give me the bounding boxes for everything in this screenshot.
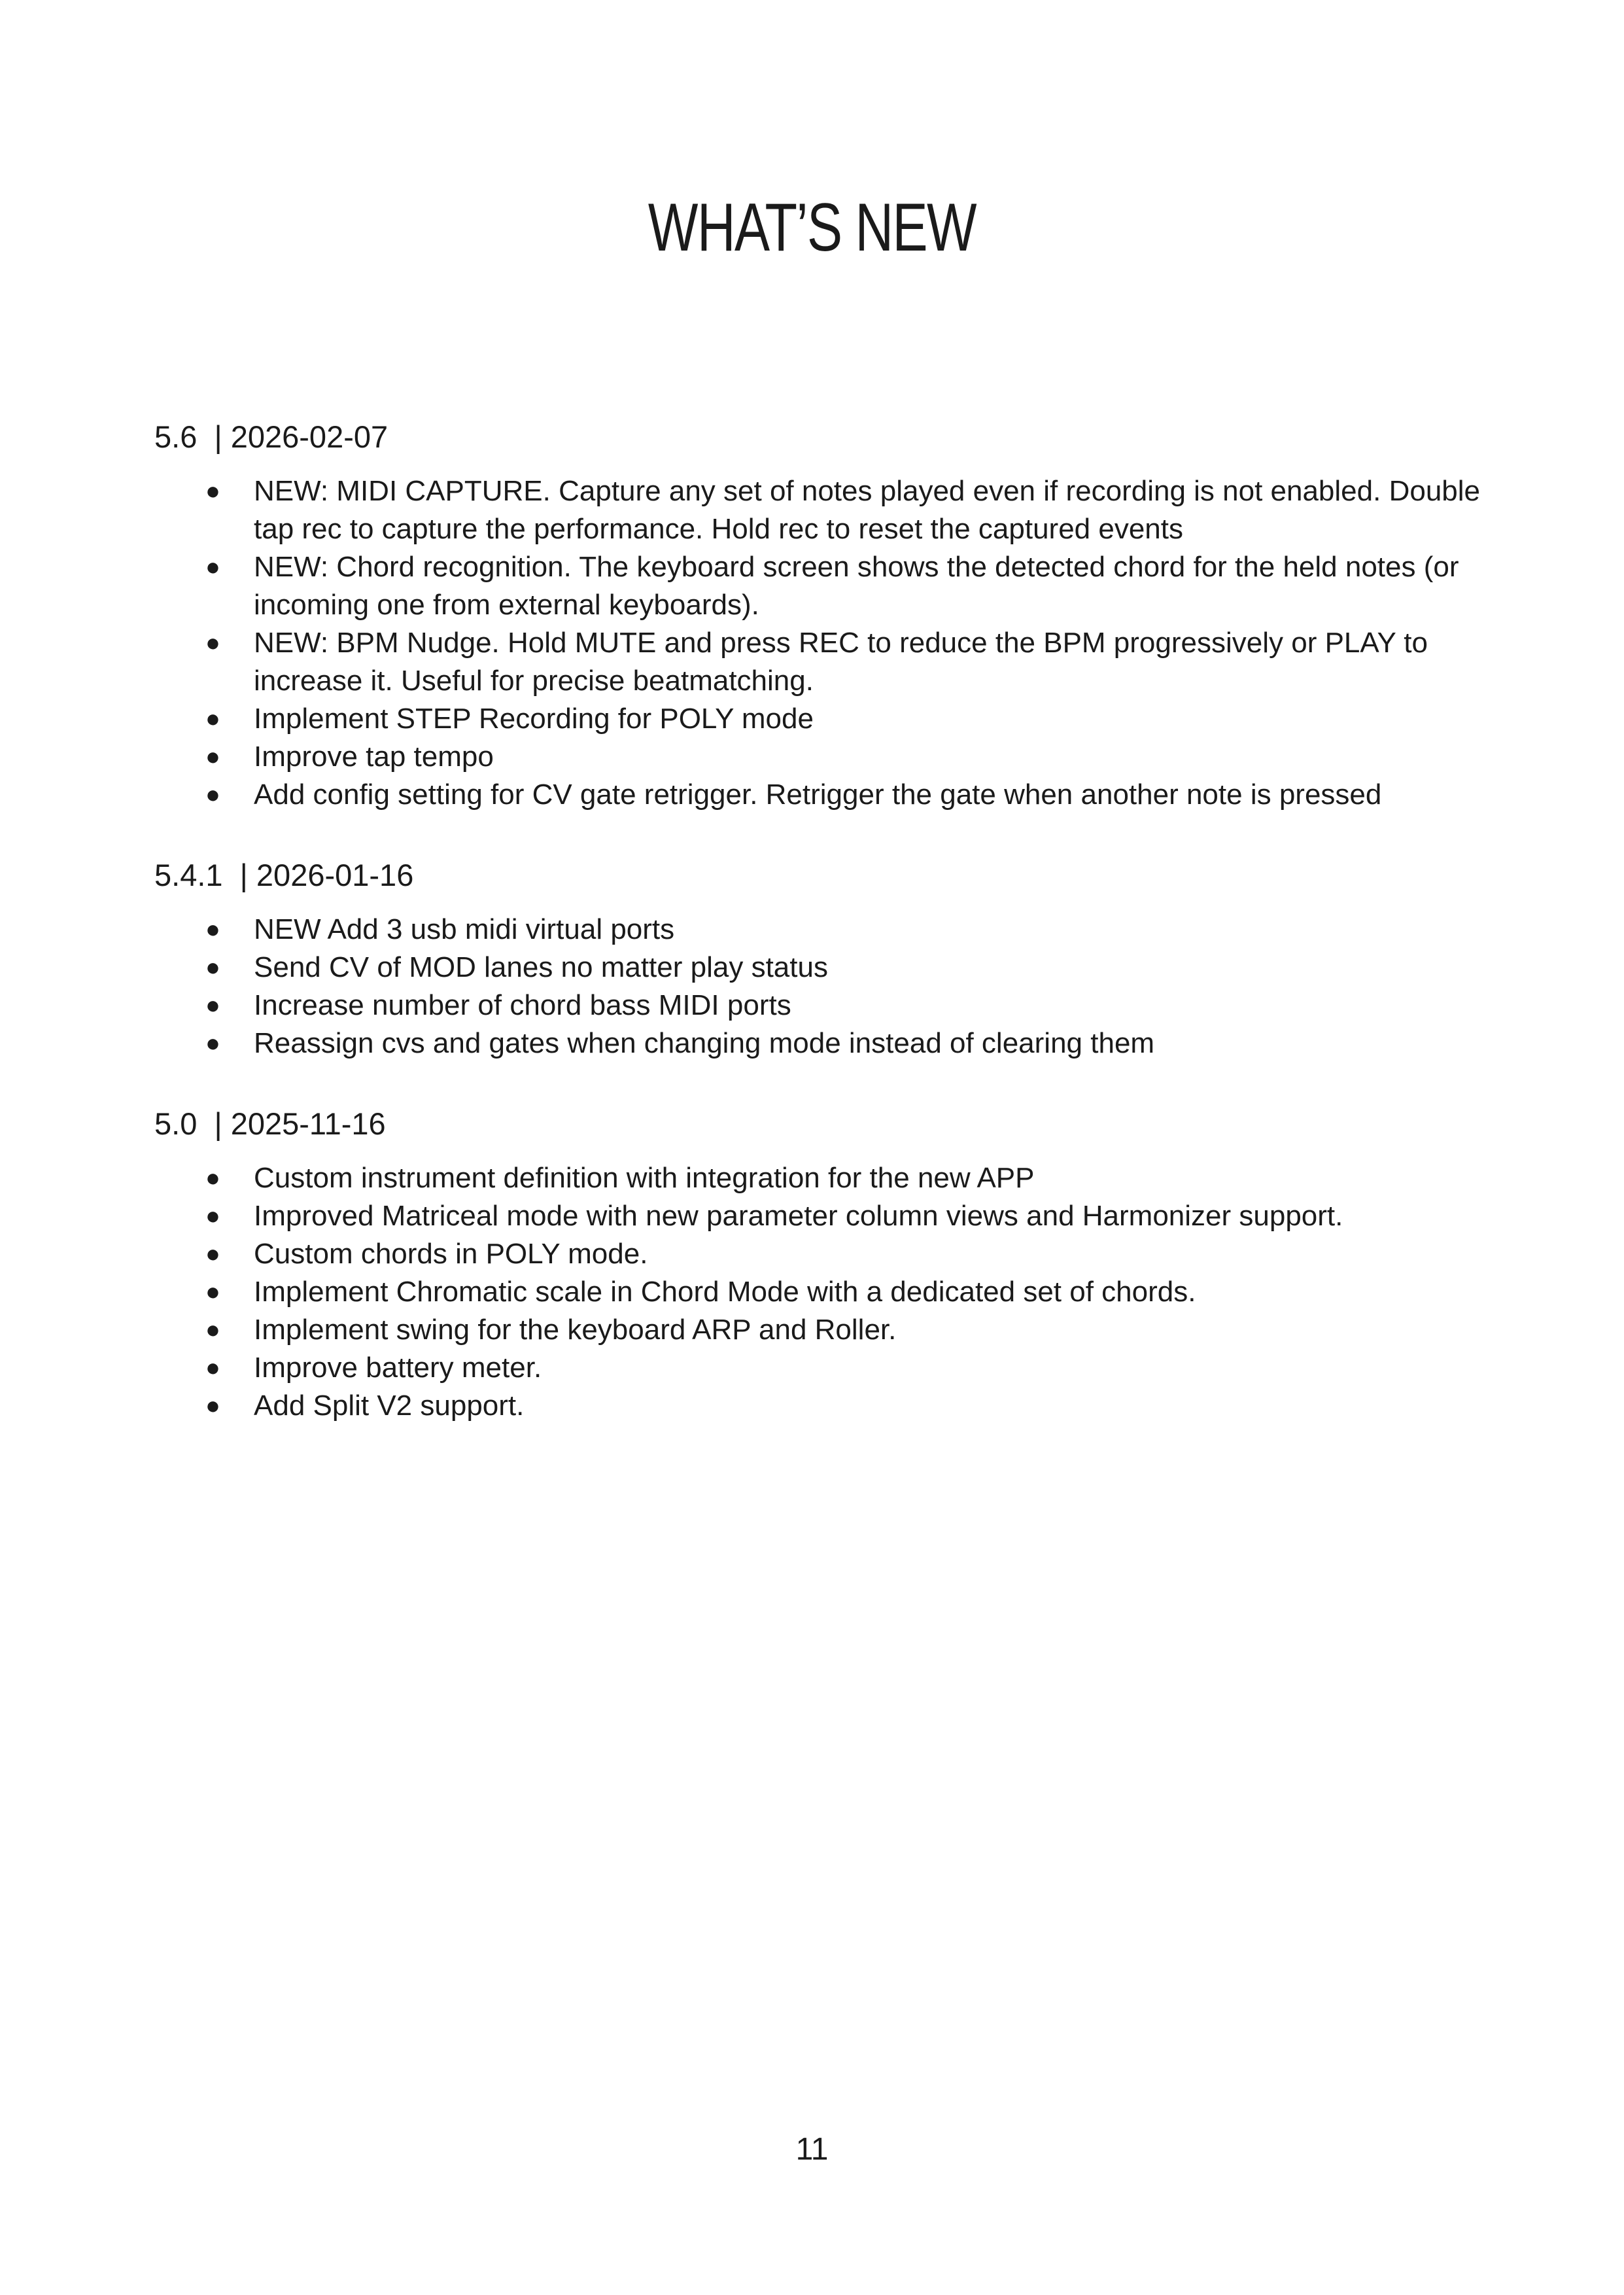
list-item [154, 1197, 1495, 1235]
list-item-text: Reassign cvs and gates when changing mode instead of clearing them [254, 1027, 1155, 1059]
release-5-0 [154, 1103, 1495, 1425]
list-item [154, 624, 1495, 700]
list-item-text: Improve battery meter. [254, 1352, 542, 1384]
list-item-text: Improve tap tempo [254, 741, 494, 773]
list-item [154, 1349, 1495, 1387]
list-item [154, 987, 1495, 1025]
bullet-icon: ● [205, 1202, 220, 1230]
list-item-text: Custom chords in POLY mode. [254, 1238, 648, 1270]
bullet-icon: ● [205, 1354, 220, 1382]
bullet-icon: ● [205, 478, 220, 505]
change-list [154, 911, 1495, 1062]
bullet-icon: ● [205, 916, 220, 943]
list-item-text: Add Split V2 support. [254, 1390, 525, 1422]
list-item-text: Implement Chromatic scale in Chord Mode with a dedicated set of chords. [254, 1276, 1196, 1308]
bullet-icon: ● [205, 1240, 220, 1268]
bullet-icon: ● [205, 1316, 220, 1344]
list-item [154, 1311, 1495, 1349]
list-item [154, 1235, 1495, 1273]
list-item [154, 700, 1495, 738]
list-item-text: Increase number of chord bass MIDI ports [254, 989, 791, 1021]
release-5-4-1 [154, 854, 1495, 1062]
release-heading: 5.0 | 2025-11-16 [154, 1106, 386, 1141]
list-item [154, 949, 1495, 987]
release-5-6 [154, 416, 1495, 814]
list-item-text: NEW: MIDI CAPTURE. Capture any set of notes played even if recording is not enabled. Double tap rec to capture the performance. Hold rec to reset the captured events [254, 475, 1481, 545]
bullet-icon: ● [205, 705, 220, 733]
bullet-icon: ● [205, 992, 220, 1019]
bullet-icon: ● [205, 743, 220, 771]
list-item [154, 548, 1495, 624]
list-item [154, 738, 1495, 776]
list-item-text: Send CV of MOD lanes no matter play status [254, 951, 828, 983]
list-item [154, 1159, 1495, 1197]
list-item-text: NEW: BPM Nudge. Hold MUTE and press REC to reduce the BPM progressively or PLAY to increase it. Useful for precise beatmatching. [254, 627, 1428, 697]
bullet-icon: ● [205, 1392, 220, 1420]
list-item-text: NEW Add 3 usb midi virtual ports [254, 913, 675, 945]
list-item-text: Implement STEP Recording for POLY mode [254, 703, 814, 735]
release-heading: 5.6 | 2026-02-07 [154, 419, 389, 454]
bullet-icon: ● [205, 1165, 220, 1192]
bullet-icon: ● [205, 629, 220, 657]
list-item-text: Implement swing for the keyboard ARP and Roller. [254, 1314, 897, 1346]
list-item-text: Improved Matriceal mode with new parameter column views and Harmonizer support. [254, 1200, 1343, 1232]
change-list [154, 1159, 1495, 1425]
change-list [154, 472, 1495, 814]
list-item [154, 1273, 1495, 1311]
bullet-icon: ● [205, 553, 220, 581]
page-number: 11 [795, 2132, 829, 2167]
list-item [154, 1025, 1495, 1062]
bullet-icon: ● [205, 1278, 220, 1306]
list-item [154, 776, 1495, 814]
list-item [154, 911, 1495, 949]
release-notes [154, 416, 1495, 1465]
bullet-icon: ● [205, 954, 220, 981]
list-item-text: Add config setting for CV gate retrigger. Retrigger the gate when another note is pressed [254, 779, 1382, 811]
bullet-icon: ● [205, 781, 220, 809]
list-item [154, 472, 1495, 548]
list-item [154, 1387, 1495, 1425]
bullet-icon: ● [205, 1030, 220, 1057]
list-item-text: Custom instrument definition with integration for the new APP [254, 1162, 1035, 1194]
list-item-text: NEW: Chord recognition. The keyboard screen shows the detected chord for the held notes (or incoming one from external keyboards). [254, 551, 1459, 621]
release-heading: 5.4.1 | 2026-01-16 [154, 858, 414, 892]
page-title: WHAT’S NEW [648, 190, 976, 266]
